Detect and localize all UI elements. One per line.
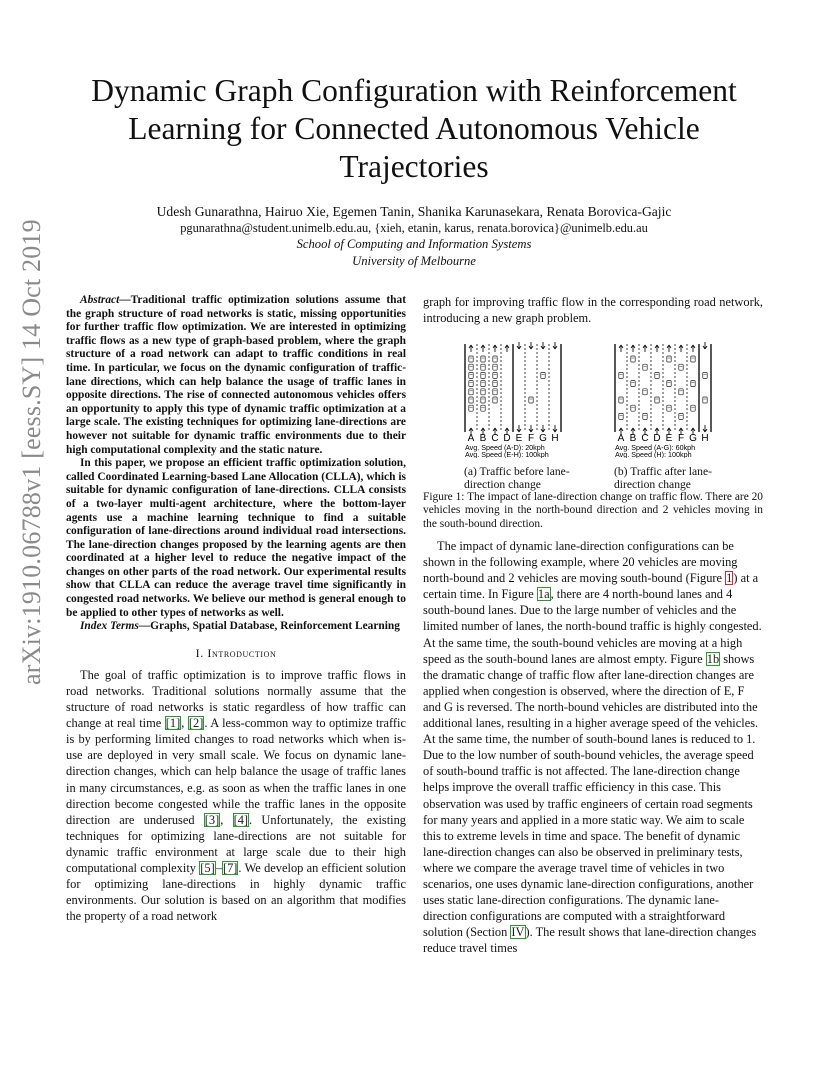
lane-label: H bbox=[701, 433, 709, 444]
vehicle-icon bbox=[703, 372, 707, 378]
vehicle-icon bbox=[469, 372, 473, 378]
lane-label: C bbox=[491, 433, 499, 444]
section-number: I. bbox=[195, 645, 204, 660]
lane-label: F bbox=[527, 433, 535, 444]
citation-link[interactable]: [5] bbox=[200, 860, 215, 875]
south-arrow-icon bbox=[703, 425, 707, 432]
vehicle-icon bbox=[619, 397, 623, 403]
north-arrow-icon bbox=[691, 345, 695, 352]
abstract bbox=[66, 294, 406, 457]
vehicle-icon bbox=[493, 356, 497, 362]
vehicle-icon bbox=[469, 389, 473, 395]
vehicle-icon bbox=[469, 405, 473, 411]
citation-link[interactable]: [3] bbox=[204, 812, 220, 827]
abstract-label: Abstract bbox=[80, 294, 120, 306]
vehicle-icon bbox=[493, 364, 497, 370]
vehicle-icon bbox=[481, 356, 485, 362]
vehicle-icon bbox=[469, 381, 473, 387]
vehicle-icon bbox=[643, 364, 647, 370]
lane-label: F bbox=[677, 433, 685, 444]
figure-link[interactable]: 1b bbox=[706, 651, 720, 666]
vehicle-icon bbox=[619, 413, 623, 419]
vehicle-icon bbox=[679, 364, 683, 370]
intro-text: , bbox=[220, 812, 233, 827]
north-arrow-icon bbox=[655, 345, 659, 352]
vehicle-icon bbox=[679, 389, 683, 395]
vehicle-icon bbox=[631, 356, 635, 362]
figure-link[interactable]: 1 bbox=[726, 571, 733, 586]
vehicle-icon bbox=[541, 372, 545, 378]
vehicle-icon bbox=[655, 397, 659, 403]
vehicle-icon bbox=[619, 372, 623, 378]
left-column bbox=[66, 294, 406, 924]
vehicle-icon bbox=[481, 381, 485, 387]
avg-speed-label: Avg. Speed (H): 100kph bbox=[615, 450, 692, 458]
lane-label: G bbox=[689, 433, 697, 444]
vehicle-icon bbox=[481, 389, 485, 395]
right-column-body bbox=[423, 538, 763, 956]
citation-link[interactable]: [2] bbox=[188, 716, 204, 731]
vehicle-icon bbox=[529, 397, 533, 403]
vehicle-icon bbox=[481, 372, 485, 378]
vehicle-icon bbox=[631, 405, 635, 411]
intro-text: . Unfortunately, the existing techniques for optimizing lane-directions are not suitable for dynamic traffic environment at large scale due to their high computational complexity bbox=[66, 812, 407, 875]
south-arrow-icon bbox=[553, 342, 557, 349]
south-arrow-icon bbox=[529, 342, 533, 349]
vehicle-icon bbox=[493, 389, 497, 395]
vehicle-icon bbox=[481, 364, 485, 370]
index-terms bbox=[66, 620, 406, 634]
south-arrow-icon bbox=[703, 342, 707, 349]
south-arrow-icon bbox=[517, 342, 521, 349]
vehicle-icon bbox=[691, 405, 695, 411]
section-link[interactable]: IV bbox=[511, 925, 525, 940]
index-terms-text: —Graphs, Spatial Database, Reinforcement Learning bbox=[138, 620, 400, 633]
vehicle-icon bbox=[469, 356, 473, 362]
figure-link[interactable]: 1a bbox=[537, 587, 550, 602]
intro-text: – bbox=[215, 860, 222, 875]
title-line: Dynamic Graph Configuration with Reinforcement bbox=[91, 73, 737, 108]
vehicle-icon bbox=[655, 372, 659, 378]
south-arrow-icon bbox=[541, 425, 545, 432]
title-line: Learning for Connected Autonomous Vehicle bbox=[128, 111, 700, 146]
lane-label: D bbox=[653, 433, 661, 444]
north-arrow-icon bbox=[505, 345, 509, 352]
north-arrow-icon bbox=[667, 345, 671, 352]
vehicle-icon bbox=[667, 405, 671, 411]
figure-1-caption: Figure 1: The impact of lane-direction change on traffic flow. There are 20 vehicles moving in the north-bound direction and 2 vehicles moving in the south-bound direction. bbox=[423, 491, 763, 530]
vehicle-icon bbox=[469, 397, 473, 403]
lane-label: A bbox=[467, 433, 475, 444]
avg-speed-label: Avg. Speed (A-D): 20kph bbox=[465, 443, 545, 452]
lane-label: D bbox=[503, 433, 511, 444]
north-arrow-icon bbox=[631, 345, 635, 352]
index-terms-label: Index Terms bbox=[80, 620, 139, 633]
north-arrow-icon bbox=[643, 345, 647, 352]
section-name: Introduction bbox=[207, 645, 277, 660]
vehicle-icon bbox=[643, 413, 647, 419]
abstract-paragraph-2: In this paper, we propose an efficient traffic optimization solution, called Coordinated Learning-based Lane Allocation (CLLA), which is suitable for dynamic configuration of lane-directions. CLLA consists of a two-layer multi-agent architecture, where the bottom-layer agents use a machine learning technique to find a suitable configuration of lane-directions around individual road intersections. The lane-direction changes proposed by the learning agents are then coordinated at a higher level to reduce the negative impact of the changes on other parts of the road network. Our experimental results show that CLLA can reduce the average travel time significantly in congested road networks. We believe our method is general enough to be applied to other types of networks as well. bbox=[66, 457, 406, 619]
vehicle-icon bbox=[703, 397, 707, 403]
intro-text: , bbox=[181, 716, 188, 731]
paper-title bbox=[60, 72, 768, 186]
affiliation-university: University of Melbourne bbox=[352, 254, 476, 268]
south-arrow-icon bbox=[553, 425, 557, 432]
intro-text: . We develop an efficient solution for optimizing lane-directions in highly dynamic traffic environments. Our solution is based on an algorithm that modifies the property of a road network bbox=[66, 860, 406, 924]
body-text: shows the dramatic change of traffic flow after lane-direction changes are applied when congestion is observed, where the direction of E, F and G is reversed. The north-bound vehicles are distributed into the additional lanes, resulting in a higher average speed of the vehicles. At the same time, the number of south-bound lanes is reduced to 1. Due to the low number of south-bound vehicles, the average speed of south-bound traffic is not affected. The lane-direction change helps improve the overall traffic efficiency in this case. This observation was used by traffic engineers of certain road segments for many years and applied in a more static way. We aim to scale this to extreme levels in time and space. The benefit of dynamic lane-direction changes can also be observed in preliminary tests, where we compare the average travel time of vehicles in two scenarios, one uses dynamic lane-direction configurations, another uses static lane-direction configurations. The dynamic lane-direction configurations are computed with a straightforward solution (Section bbox=[423, 651, 759, 940]
citation-link[interactable]: [7] bbox=[222, 860, 238, 875]
vehicle-icon bbox=[481, 405, 485, 411]
vehicle-icon bbox=[493, 372, 497, 378]
vehicle-icon bbox=[691, 381, 695, 387]
lane-label: B bbox=[479, 433, 487, 444]
citation-link[interactable]: [1] bbox=[165, 716, 181, 731]
authors: Udesh Gunarathna, Hairuo Xie, Egemen Tanin, Shanika Karunasekara, Renata Borovica-Gajic bbox=[156, 204, 672, 219]
section-heading-introduction bbox=[66, 646, 406, 661]
vehicle-icon bbox=[679, 413, 683, 419]
abstract-text: —Traditional traffic optimization solutions assume that the graph structure of road networks is static, missing opportunities for further traffic flow optimization. We are interested in optimizing traffic flows as a new type of graph-based problem, where the graph structure of a road network can adapt to traffic conditions in real time. In particular, we focus on the dynamic configuration of traffic-lane directions, which can help balance the usage of traffic lanes in opposite directions. The rise of connected autonomous vehicles offers an opportunity to apply this type of dynamic traffic optimization at a large scale. The existing techniques for optimizing lane-directions are however not suitable for dynamic traffic environments due to their high computational complexity and the static nature. bbox=[66, 294, 406, 456]
figure-1b-diagram bbox=[613, 340, 733, 458]
vehicle-icon bbox=[469, 364, 473, 370]
vehicle-icon bbox=[631, 381, 635, 387]
body-text: ) at a certain time. In Figure bbox=[423, 571, 759, 602]
body-text: The impact of dynamic lane-direction configurations can be shown in the following example, where 20 vehicles are moving north-bound and 2 vehicles are moving south-bound (Figure bbox=[423, 539, 738, 586]
affiliation-school: School of Computing and Information Systems bbox=[296, 237, 532, 251]
avg-speed-label: Avg. Speed (E-H): 100kph bbox=[465, 450, 549, 458]
citation-link[interactable]: [4] bbox=[233, 812, 249, 827]
north-arrow-icon bbox=[469, 345, 473, 352]
author-emails: pgunarathna@student.unimelb.edu.au, {xieh, etanin, karus, renata.borovica}@unimelb.edu.au bbox=[180, 221, 648, 235]
arxiv-stamp: arXiv:1910.06788v1 [eess.SY] 14 Oct 2019 bbox=[17, 219, 46, 685]
intro-text: The goal of traffic optimization is to improve traffic flows in road networks. Traditional solutions normally assume that the structure of road networks is static regardless of how traffic can change at real time bbox=[66, 667, 406, 731]
vehicle-icon bbox=[667, 356, 671, 362]
intro-paragraph bbox=[66, 667, 406, 925]
figure-1a-caption: (a) Traffic before lane-direction change bbox=[464, 465, 570, 491]
body-text: , there are 4 north-bound lanes and 4 south-bound lanes. Due to the large number of vehicles and the limited number of lanes, the north-bound traffic is highly congested. At the same time, the south-bound vehicles are moving at a high speed as the south-bound lanes are almost empty. Figure bbox=[423, 587, 762, 666]
title-line: Trajectories bbox=[339, 149, 489, 184]
north-arrow-icon bbox=[481, 345, 485, 352]
lane-label: G bbox=[539, 433, 547, 444]
figure-1a-diagram bbox=[463, 340, 583, 458]
avg-speed-label: Avg. Speed (A-G): 60kph bbox=[615, 443, 696, 452]
lane-label: B bbox=[629, 433, 637, 444]
figure-1b-caption: (b) Traffic after lane-direction change bbox=[614, 465, 712, 491]
south-arrow-icon bbox=[541, 342, 545, 349]
vehicle-icon bbox=[481, 397, 485, 403]
lane-label: C bbox=[641, 433, 649, 444]
lane-label: H bbox=[551, 433, 559, 444]
lane-label: E bbox=[665, 433, 673, 444]
lane-label: E bbox=[515, 433, 523, 444]
intro-text: . A less-common way to optimize traffic is by performing limited changes to road networks which when is-use are deployed in very small scale. We focus on dynamic lane-direction changes, which can help balance the usage of traffic lanes in many circumstances, e.g. as soon as when the traffic lanes in one direction become congested while the traffic lanes in the opposite direction are underused bbox=[66, 716, 406, 827]
north-arrow-icon bbox=[493, 345, 497, 352]
lane-label: A bbox=[617, 433, 625, 444]
right-column-top bbox=[423, 294, 763, 326]
vehicle-icon bbox=[493, 381, 497, 387]
vehicle-icon bbox=[643, 389, 647, 395]
north-arrow-icon bbox=[679, 345, 683, 352]
south-arrow-icon bbox=[529, 425, 533, 432]
vehicle-icon bbox=[493, 397, 497, 403]
vehicle-icon bbox=[667, 381, 671, 387]
example-paragraph bbox=[423, 538, 763, 956]
north-arrow-icon bbox=[619, 345, 623, 352]
vehicle-icon bbox=[691, 356, 695, 362]
south-arrow-icon bbox=[517, 425, 521, 432]
right-top-paragraph: graph for improving traffic flow in the corresponding road network, introducing a new graph problem. bbox=[423, 295, 763, 326]
body-text: ). The result shows that lane-direction changes reduce travel times bbox=[423, 925, 757, 956]
